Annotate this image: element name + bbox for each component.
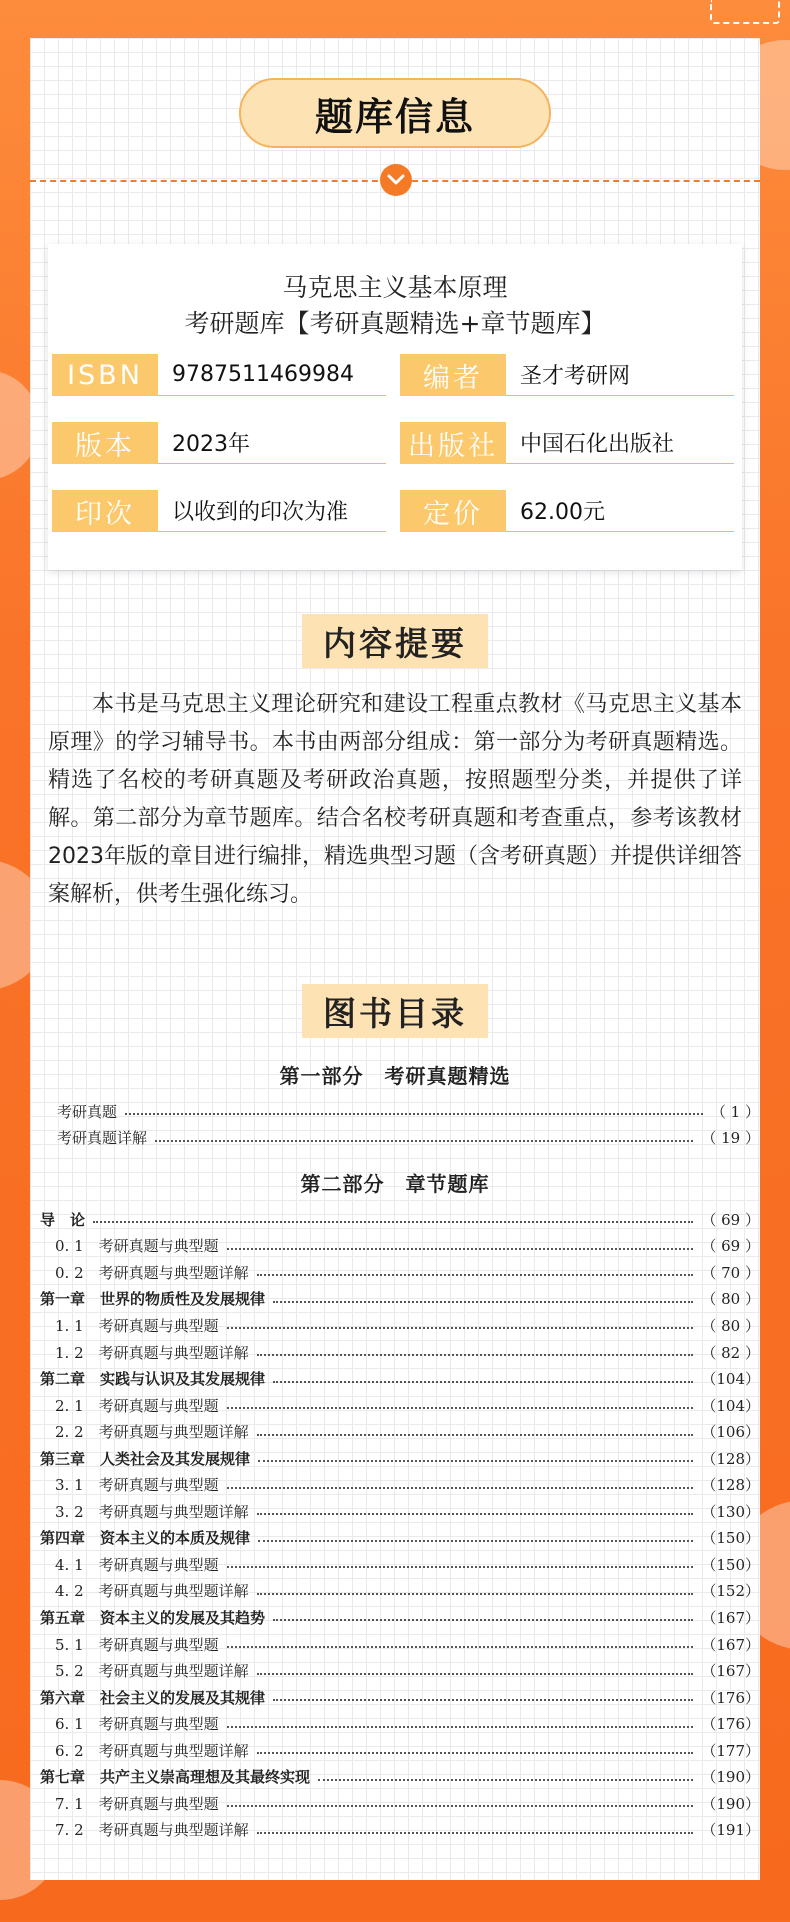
- decor-dashed-box: [710, 0, 780, 24]
- toc-part1-title: 第一部分 考研真题精选: [279, 1064, 511, 1088]
- toc-page-number: （130）: [701, 1502, 760, 1521]
- field-publisher-label: 出版社: [400, 422, 506, 464]
- toc-entry-text: 第三章 人类社会及其发展规律: [40, 1449, 251, 1468]
- toc-page-number: （ 1 ）: [710, 1102, 760, 1121]
- toc-leader-dots: [227, 1487, 694, 1489]
- toc-part2-title: 第二部分 章节题库: [300, 1172, 490, 1196]
- toc-leader-dots: [273, 1381, 693, 1383]
- toc-leader-dots: [227, 1646, 694, 1648]
- toc-chapter-row: [30, 1763, 760, 1790]
- toc-row: [30, 1125, 760, 1152]
- field-price-value: 62.00元: [506, 490, 734, 532]
- toc-leader-dots: [227, 1805, 694, 1807]
- toc-page-number: （176）: [701, 1715, 760, 1734]
- book-title: [48, 270, 742, 342]
- toc-leader-dots: [257, 1434, 694, 1436]
- toc-part1-list: [30, 1098, 760, 1151]
- toc-page-number: （167）: [701, 1662, 760, 1681]
- toc-page-number: （152）: [701, 1582, 760, 1601]
- summary-heading: 内容提要: [302, 614, 488, 668]
- toc-heading: 图书目录: [302, 984, 488, 1038]
- toc-page-number: （150）: [701, 1529, 760, 1548]
- toc-row: [30, 1418, 760, 1445]
- field-price: [400, 490, 734, 532]
- toc-leader-dots: [273, 1699, 693, 1701]
- content-panel: [30, 38, 760, 1880]
- toc-row: [30, 1498, 760, 1525]
- field-printing: [52, 490, 386, 532]
- toc-chapter-row: [30, 1365, 760, 1392]
- toc-chapter-row: [30, 1684, 760, 1711]
- toc-entry-text: 导 论: [40, 1210, 86, 1229]
- field-edition: [52, 422, 386, 464]
- toc-row: [30, 1817, 760, 1844]
- toc-row: [30, 1233, 760, 1260]
- toc-entry-text: 第六章 社会主义的发展及其规律: [40, 1688, 266, 1707]
- toc-entry-text: 6. 2 考研真题与典型题详解: [55, 1741, 249, 1760]
- toc-entry-text: 6. 1 考研真题与典型题: [55, 1715, 219, 1734]
- toc-leader-dots: [257, 1593, 694, 1595]
- field-isbn: [52, 354, 386, 396]
- field-isbn-label: ISBN: [52, 354, 158, 396]
- toc-leader-dots: [257, 1752, 694, 1754]
- toc-leader-dots: [227, 1407, 694, 1409]
- toc-page-number: （ 19 ）: [701, 1129, 760, 1148]
- toc-entry-text: 第二章 实践与认识及其发展规律: [40, 1370, 266, 1389]
- toc-page-number: （104）: [701, 1370, 760, 1389]
- toc-entry-text: 考研真题详解: [57, 1129, 148, 1148]
- toc-page-number: （ 70 ）: [701, 1263, 760, 1282]
- toc-leader-dots: [227, 1248, 694, 1250]
- toc-part2-list: [30, 1206, 760, 1843]
- toc-leader-dots: [227, 1327, 694, 1329]
- toc-entry-text: 第一章 世界的物质性及发展规律: [40, 1290, 266, 1309]
- toc-entry-text: 第四章 资本主义的本质及规律: [40, 1529, 251, 1548]
- toc-leader-dots: [257, 1274, 694, 1276]
- toc-chapter-row: [30, 1445, 760, 1472]
- toc-row: [30, 1312, 760, 1339]
- toc-leader-dots: [257, 1354, 694, 1356]
- toc-leader-dots: [227, 1726, 694, 1728]
- field-printing-label: 印次: [52, 490, 158, 532]
- toc-row: [30, 1259, 760, 1286]
- toc-entry-text: 4. 1 考研真题与典型题: [55, 1555, 219, 1574]
- toc-entry-text: 2. 1 考研真题与典型题: [55, 1396, 219, 1415]
- toc-entry-text: 0. 1 考研真题与典型题: [55, 1237, 219, 1256]
- field-edition-value: 2023年: [158, 422, 386, 464]
- toc-entry-text: 7. 2 考研真题与典型题详解: [55, 1821, 249, 1840]
- toc-page-number: （ 82 ）: [701, 1343, 760, 1362]
- toc-entry-text: 3. 2 考研真题与典型题详解: [55, 1502, 249, 1521]
- field-isbn-value: 9787511469984: [158, 354, 386, 396]
- toc-page-number: （150）: [701, 1555, 760, 1574]
- field-publisher-value: 中国石化出版社: [506, 422, 734, 464]
- toc-entry-text: 3. 1 考研真题与典型题: [55, 1476, 219, 1495]
- field-editor-label: 编者: [400, 354, 506, 396]
- field-price-label: 定价: [400, 490, 506, 532]
- toc-page-number: （128）: [701, 1476, 760, 1495]
- toc-page-number: （190）: [701, 1768, 760, 1787]
- toc-leader-dots: [257, 1832, 694, 1834]
- toc-chapter-row: [30, 1286, 760, 1313]
- toc-entry-text: 第五章 资本主义的发展及其趋势: [40, 1608, 266, 1627]
- toc-row: [30, 1339, 760, 1366]
- toc-page-number: （176）: [701, 1688, 760, 1707]
- toc-page-number: （167）: [701, 1608, 760, 1627]
- toc-page-number: （128）: [701, 1449, 760, 1468]
- book-info-card: [48, 244, 742, 570]
- toc-leader-dots: [273, 1619, 693, 1621]
- toc-row: [30, 1657, 760, 1684]
- book-title-line2: 考研题库【考研真题精选+章节题库】: [184, 309, 606, 338]
- toc-page-number: （ 69 ）: [701, 1210, 760, 1229]
- toc-leader-dots: [227, 1566, 694, 1568]
- toc-row: [30, 1392, 760, 1419]
- toc-row: [30, 1710, 760, 1737]
- toc-entry-text: 5. 2 考研真题与典型题详解: [55, 1662, 249, 1681]
- toc-entry-text: 1. 2 考研真题与典型题详解: [55, 1343, 249, 1362]
- toc-row: [30, 1790, 760, 1817]
- toc-page-number: （ 69 ）: [701, 1237, 760, 1256]
- toc-chapter-row: [30, 1206, 760, 1233]
- toc-entry-text: 5. 1 考研真题与典型题: [55, 1635, 219, 1654]
- toc-row: [30, 1471, 760, 1498]
- toc-leader-dots: [125, 1113, 703, 1115]
- toc-leader-dots: [318, 1779, 693, 1781]
- toc-leader-dots: [257, 1513, 694, 1515]
- field-edition-label: 版本: [52, 422, 158, 464]
- toc-entry-text: 2. 2 考研真题与典型题详解: [55, 1423, 249, 1442]
- toc-entry-text: 第七章 共产主义崇高理想及其最终实现: [40, 1768, 311, 1787]
- toc-page-number: （191）: [701, 1821, 760, 1840]
- toc-page-number: （177）: [701, 1741, 760, 1760]
- toc-row: [30, 1551, 760, 1578]
- page-title: 题库信息: [239, 78, 551, 148]
- toc-leader-dots: [258, 1540, 693, 1542]
- toc-entry-text: 考研真题: [57, 1102, 118, 1121]
- toc-leader-dots: [273, 1301, 693, 1303]
- field-editor: [400, 354, 734, 396]
- summary-text: 本书是马克思主义理论研究和建设工程重点教材《马克思主义基本原理》的学习辅导书。本书由两部分组成：第一部分为考研真题精选。精选了名校的考研真题及考研政治真题，按照题型分类，并提供了详解。第二部分为章节题库。结合名校考研真题和考查重点，参考该教材2023年版的章目进行编排，精选典型习题（含考研真题）并提供详细答案解析，供考生强化练习。: [48, 692, 742, 907]
- toc-leader-dots: [93, 1221, 693, 1223]
- toc-entry-text: 1. 1 考研真题与典型题: [55, 1316, 219, 1335]
- toc-row: [30, 1578, 760, 1605]
- toc-page-number: （167）: [701, 1635, 760, 1654]
- field-editor-value: 圣才考研网: [506, 354, 734, 396]
- toc-chapter-row: [30, 1525, 760, 1552]
- toc-page-number: （ 80 ）: [701, 1316, 760, 1335]
- toc-page-number: （106）: [701, 1423, 760, 1442]
- field-publisher: [400, 422, 734, 464]
- toc-page-number: （190）: [701, 1794, 760, 1813]
- toc-leader-dots: [257, 1673, 694, 1675]
- toc-page-number: （ 80 ）: [701, 1290, 760, 1309]
- book-title-line1: 马克思主义基本原理: [282, 273, 508, 302]
- chevron-down-icon: [380, 164, 412, 196]
- toc-leader-dots: [155, 1140, 693, 1142]
- toc-chapter-row: [30, 1604, 760, 1631]
- toc-row: [30, 1631, 760, 1658]
- toc-row: [30, 1098, 760, 1125]
- toc-entry-text: 7. 1 考研真题与典型题: [55, 1794, 219, 1813]
- toc-entry-text: 4. 2 考研真题与典型题详解: [55, 1582, 249, 1601]
- field-printing-value: 以收到的印次为准: [158, 490, 386, 532]
- toc-leader-dots: [258, 1460, 693, 1462]
- toc-page-number: （104）: [701, 1396, 760, 1415]
- toc-row: [30, 1737, 760, 1764]
- toc-entry-text: 0. 2 考研真题与典型题详解: [55, 1263, 249, 1282]
